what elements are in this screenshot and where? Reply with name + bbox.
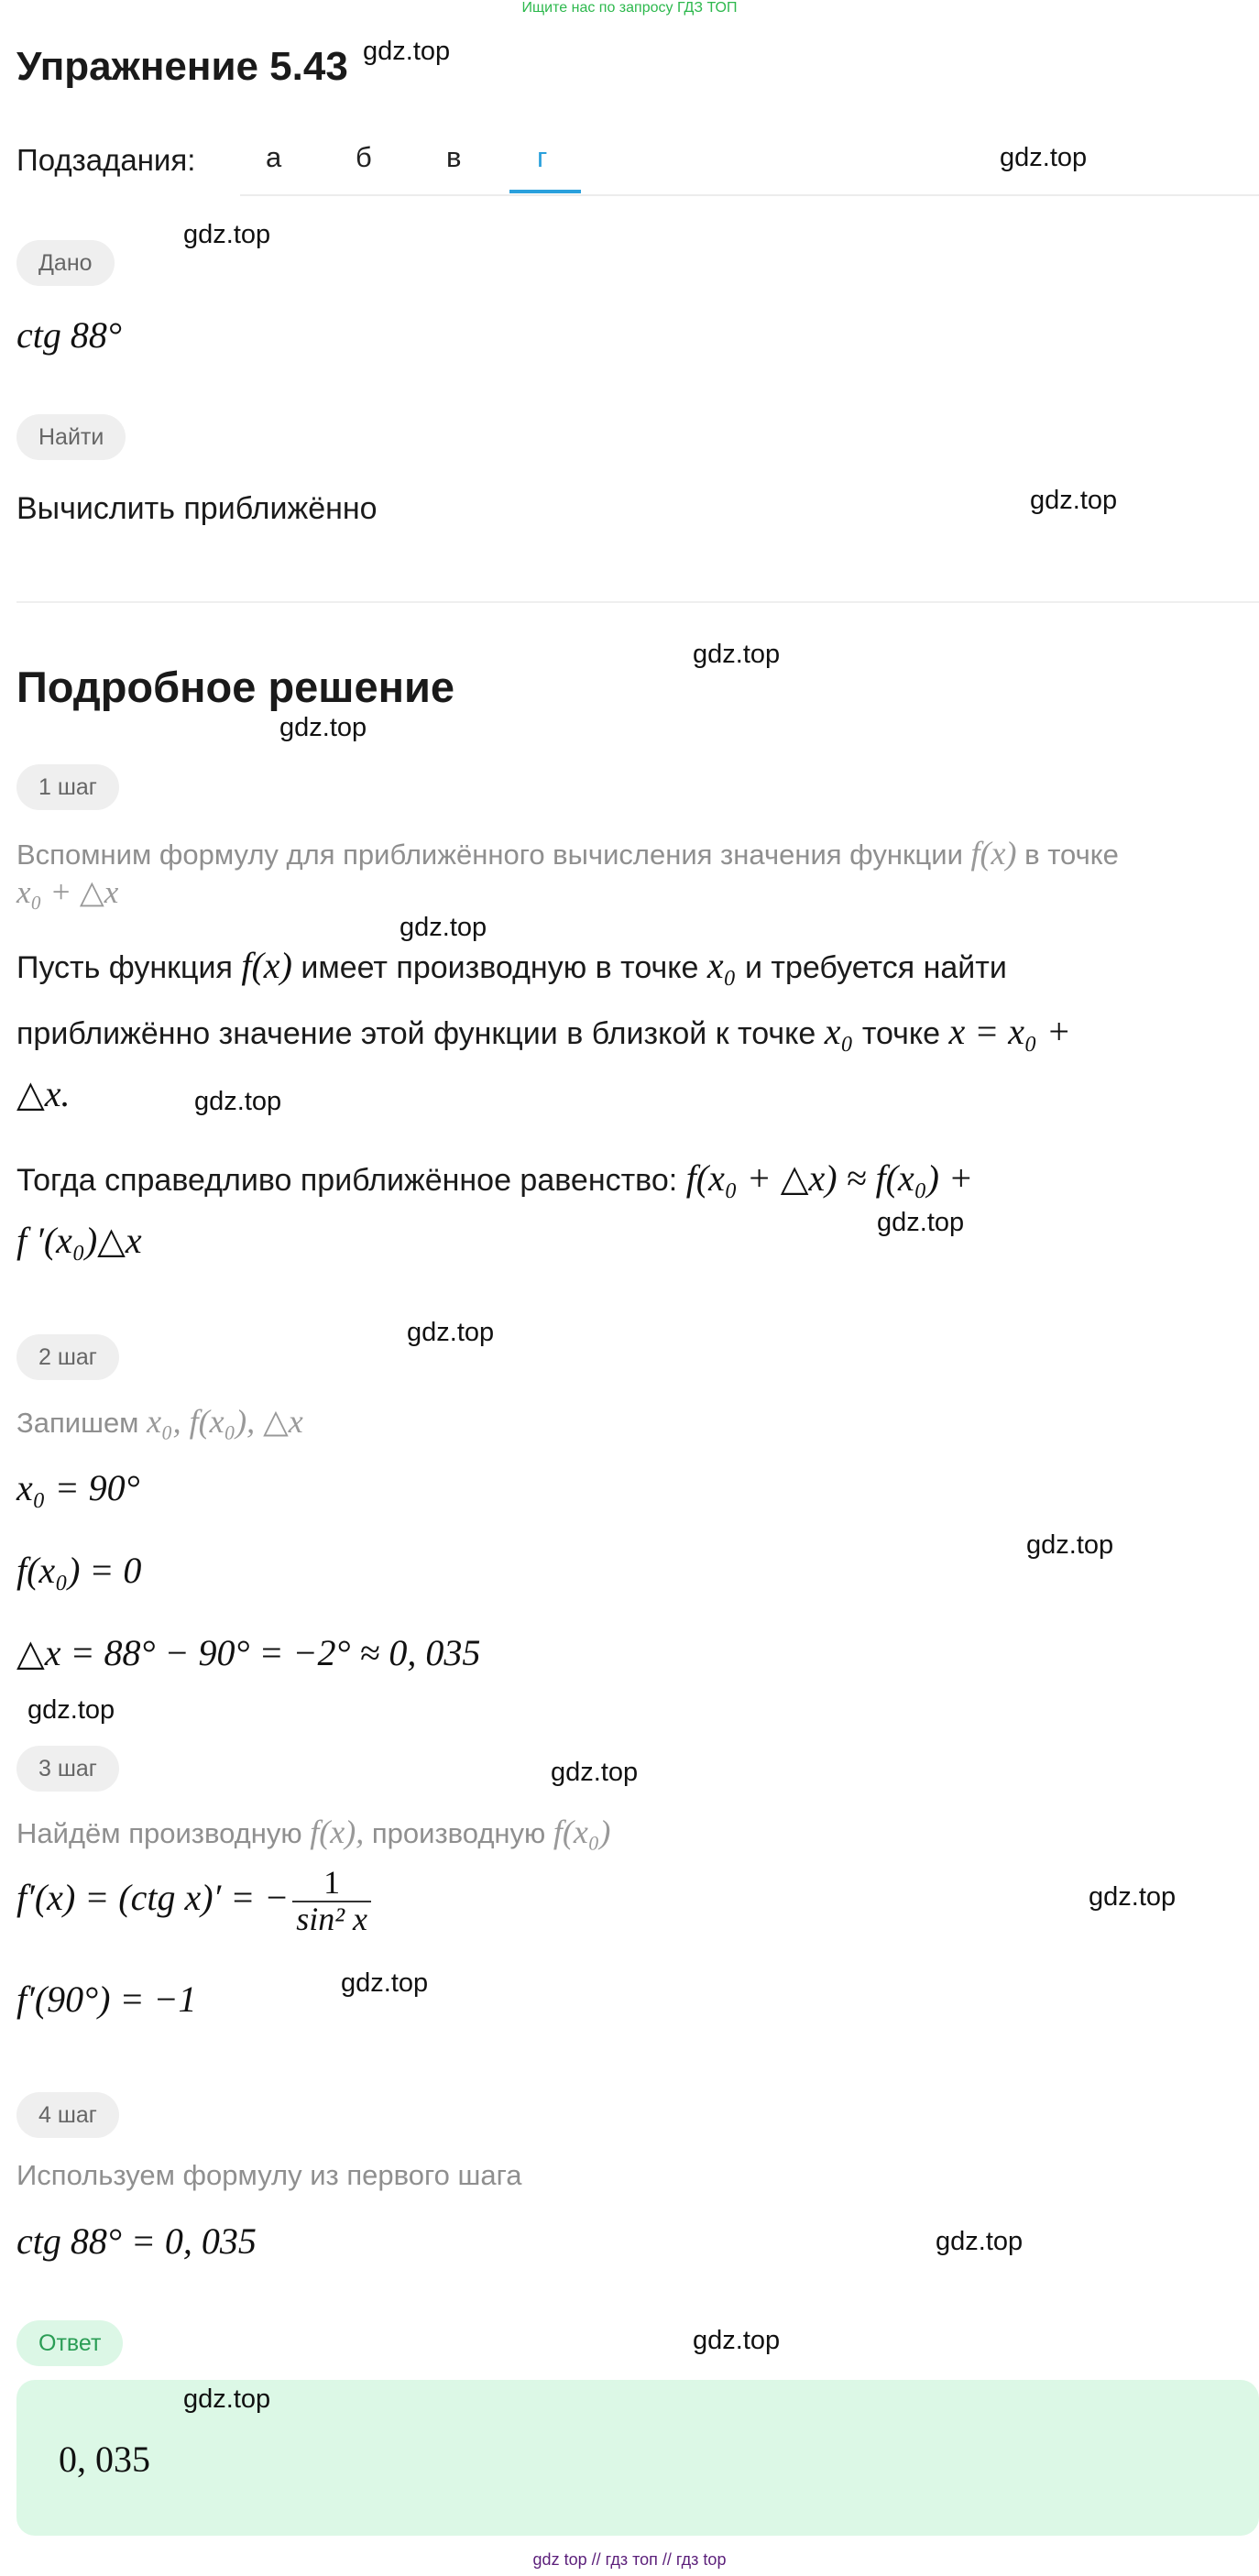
- step-3-intro: Найдём производную f(x), производную f(x₀): [16, 1814, 611, 1850]
- step-1-paragraph-line3: △x.: [16, 1073, 71, 1114]
- section-divider: [16, 601, 1259, 603]
- step-3-badge: 3 шаг: [16, 1746, 119, 1792]
- watermark: gdz.top: [407, 1318, 495, 1347]
- step-1-equality-line2: f ′(x₀)△x: [16, 1220, 142, 1261]
- step-1-equality-line1: Тогда справедливо приближённое равенство: f(x₀ + △x) ≈ f(x₀) +: [16, 1157, 973, 1199]
- watermark: gdz.top: [400, 913, 487, 942]
- watermark: gdz.top: [27, 1695, 115, 1725]
- tab-g[interactable]: г: [537, 141, 548, 173]
- step-1-paragraph-line2: приближённо значение этой функции в близкой к точке x₀ точке x = x₀ +: [16, 1011, 1071, 1052]
- tab-v[interactable]: в: [446, 141, 462, 173]
- tab-a[interactable]: а: [266, 141, 282, 173]
- watermark: gdz.top: [877, 1208, 965, 1237]
- watermark: gdz.top: [1089, 1882, 1177, 1912]
- subtasks-label: Подзадания:: [16, 143, 196, 177]
- watermark: gdz.top: [551, 1758, 639, 1787]
- fraction: $\frac{1}{\text{sin² x}}$: [292, 1866, 371, 1937]
- watermark: gdz.top: [1030, 486, 1118, 515]
- step-3-eq1: f′(x) = (ctg x)′ = − $\frac{1}{\text{sin² x}}$: [16, 1866, 371, 1937]
- watermark: gdz.top: [183, 220, 271, 249]
- step-2-eq1: x₀ = 90°: [16, 1467, 140, 1508]
- top-banner: Ищите нас по запросу ГДЗ ТОП: [521, 0, 738, 16]
- watermark: gdz.top: [693, 640, 781, 669]
- step-1-intro: Вспомним формулу для приближённого вычисления значения функции f(x) в точке: [16, 835, 1119, 871]
- step-4-eq1: ctg 88° = 0, 035: [16, 2220, 257, 2262]
- find-text: Вычислить приближённо: [16, 491, 378, 526]
- watermark: gdz.top: [1000, 143, 1088, 172]
- active-tab-indicator: [509, 190, 581, 193]
- watermark: gdz.top: [363, 37, 451, 66]
- step-2-eq2: f(x₀) = 0: [16, 1550, 142, 1591]
- answer-badge: Ответ: [16, 2320, 123, 2366]
- watermark: gdz.top: [693, 2326, 781, 2355]
- watermark: gdz.top: [1026, 1530, 1114, 1560]
- answer-value: 0, 035: [59, 2439, 150, 2480]
- step-3-eq2: f′(90°) = −1: [16, 1979, 197, 2020]
- step-2-intro: Запишем x₀, f(x₀), △x: [16, 1403, 303, 1440]
- watermark: gdz.top: [341, 1968, 429, 1998]
- watermark: gdz.top: [279, 713, 367, 742]
- tab-b[interactable]: б: [356, 141, 372, 173]
- given-badge: Дано: [16, 240, 115, 286]
- find-badge: Найти: [16, 414, 126, 460]
- page-title: Упражнение 5.43: [16, 44, 348, 89]
- watermark: gdz.top: [183, 2384, 271, 2414]
- step-2-badge: 2 шаг: [16, 1334, 119, 1380]
- step-4-intro: Используем формулу из первого шага: [16, 2159, 522, 2191]
- step-4-badge: 4 шаг: [16, 2092, 119, 2138]
- step-2-eq3: △x = 88° − 90° = −2° ≈ 0, 035: [16, 1632, 481, 1673]
- step-1-badge: 1 шаг: [16, 764, 119, 810]
- watermark: gdz.top: [194, 1087, 282, 1116]
- footer: gdz top // гдз топ // гдз top: [532, 2550, 727, 2569]
- tabs-divider: [240, 194, 1259, 196]
- watermark: gdz.top: [936, 2227, 1024, 2256]
- solution-title: Подробное решение: [16, 663, 455, 711]
- given-expression: ctg 88°: [16, 314, 122, 356]
- step-1-intro-point: x₀ + △x: [16, 874, 119, 910]
- step-1-paragraph-line1: Пусть функция f(x) имеет производную в точке x₀ и требуется найти: [16, 945, 1007, 986]
